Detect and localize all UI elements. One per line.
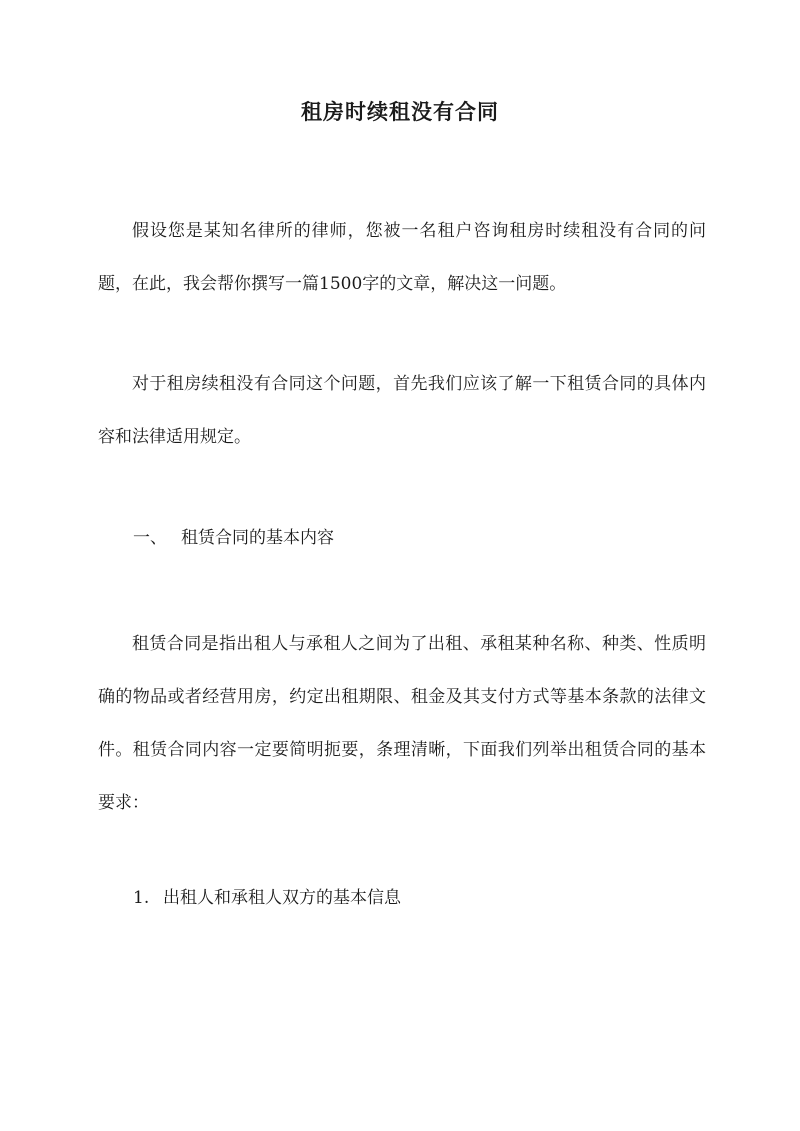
paragraph-question: 对于租房续租没有合同这个问题，首先我们应该了解一下租赁合同的具体内容和法律适用规定。: [98, 374, 706, 447]
list-item-text: 出租人和承租人双方的基本信息: [163, 888, 401, 908]
section-heading: [133, 512, 334, 565]
section-heading-text: 租赁合同的基本内容: [181, 528, 334, 548]
document-title: 租房时续租没有合同: [301, 99, 499, 124]
list-item-number: 1.: [133, 888, 150, 908]
paragraph-intro: 假设您是某知名律所的律师，您被一名租户咨询租房时续租没有合同的问题，在此，我会帮你撰写一篇1500字的文章，解决这一问题。: [98, 221, 706, 294]
section-number: 一、: [133, 528, 167, 548]
paragraph-definition: 租赁合同是指出租人与承租人之间为了出租、承租某种名称、种类、性质明确的物品或者经营用房，约定出租期限、租金及其支付方式等基本条款的法律文件。租赁合同内容一定要简明扼要，条理清晰，下面我们列举出租赁合同的基本要求：: [98, 634, 706, 813]
list-item: [133, 872, 401, 925]
